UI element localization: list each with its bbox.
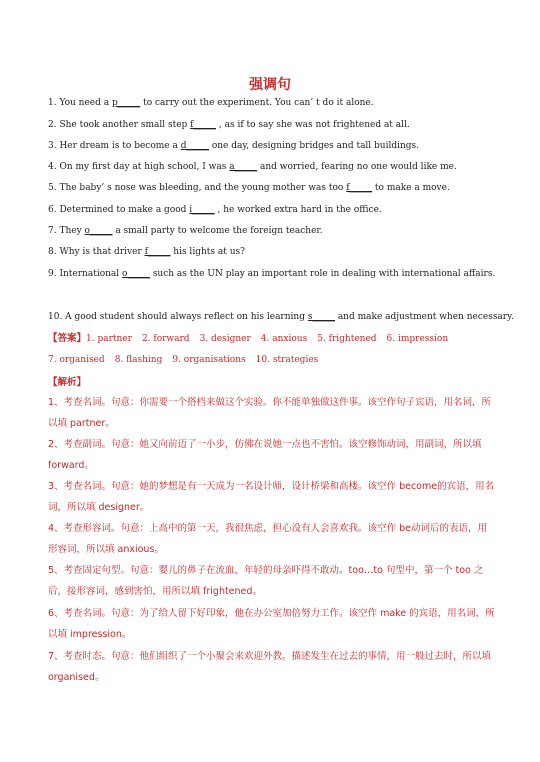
answer-item: 4. anxious [260, 334, 308, 344]
question-text: 2. She took another small step [48, 120, 191, 130]
answer-item: 9. organisations [172, 355, 246, 365]
question-text: 7. They [48, 226, 85, 236]
answer-item: 3. designer [199, 334, 251, 344]
question-text: 4. On my first day at high school, I was [48, 162, 230, 172]
question-1 [48, 93, 500, 114]
question-text: 10. A good student should always reflect on his learning [48, 312, 308, 322]
explanation-6: 6、考查名词。句意：为了给人留下好印象，他在办公室加倍努力工作。该空作 make 的宾语，用名词，所以填 impression。 [48, 608, 495, 640]
answer-blank: i_____ [189, 205, 215, 215]
question-text: 1. You need a [48, 98, 112, 108]
question-text: and worried, fearing no one would like me. [257, 162, 457, 172]
question-10 [48, 307, 514, 328]
answer-item: 6. impression [386, 334, 449, 344]
question-text: 8. Why is that driver [48, 247, 145, 257]
answer-blank: p_____ [111, 98, 141, 108]
answer-blank: f_____ [190, 120, 217, 130]
explanation-2: 2、考查副词。句意：她又向前迈了一小步，仿佛在说她一点也不害怕。该空修饰动词，用副词，所以填 forward。 [48, 439, 482, 471]
answer-blank: o_____ [84, 226, 113, 236]
answer-item: 8. flashing [114, 355, 163, 365]
answer-item: 10. strategies [255, 355, 319, 365]
question-text: such as the UN play an important role in dealing with international affairs. [149, 269, 496, 279]
question-4 [48, 157, 500, 178]
answer-blank: a_____ [229, 162, 258, 172]
question-text: one day, designing bridges and tall buildings. [208, 141, 420, 151]
question-2 [48, 115, 500, 136]
question-text: to carry out the experiment. You can’ t do it alone. [140, 98, 374, 108]
answer-tag: 【答案】 [48, 333, 87, 344]
question-6 [48, 200, 500, 221]
answer-key [48, 328, 500, 371]
question-text: , as if to say she was not frightened at all. [216, 120, 410, 130]
question-text: a small party to welcome the foreign teacher. [112, 226, 323, 236]
question-text: 6. Determined to make a good [48, 205, 190, 215]
question-text: 9. International [48, 269, 123, 279]
answer-blank: s_____ [307, 312, 335, 322]
question-3 [48, 136, 500, 157]
explanation-1: 1、考查名词。句意：你需要一个搭档来做这个实验。你不能单独做这件事。该空作句子宾语，用名词，所以填 partner。 [48, 397, 492, 429]
question-text: , he worked extra hard in the office. [214, 205, 382, 215]
question-text: and make adjustment when necessary. [334, 312, 514, 322]
answer-blank: d_____ [180, 141, 209, 151]
question-7 [48, 221, 500, 242]
question-text: 3. Her dream is to become a [48, 141, 181, 151]
answer-item: 1. partner [86, 334, 132, 344]
question-text: his lights at us? [170, 247, 245, 257]
question-8 [48, 242, 500, 263]
explanation-tag: 【解析】 [48, 377, 87, 388]
explanation-7: 7、考查时态。句意：他们组织了一个小聚会来欢迎外教。描述发生在过去的事情，用一般过去时，所以填 organised。 [48, 651, 492, 683]
question-text: 5. The baby’ s nose was bleeding, and the young mother was too [48, 183, 347, 193]
explanation-4: 4、考查形容词。句意：上高中的第一天，我很焦虑，担心没有人会喜欢我。该空作 be动词后的表语，用形容词，所以填 anxious。 [48, 523, 487, 555]
answer-item: 2. forward [141, 334, 190, 344]
answer-item: 7. organised [48, 355, 105, 365]
question-text: to make a move. [372, 183, 450, 193]
page-title: 强调句 [249, 77, 291, 93]
explanation-5: 5、考查固定句型。句意：婴儿的鼻子在流血，年轻的母亲吓得不敢动。too…to 句型中，第一个 too 之后，接形容词，感到害怕，用所以填 frightened。 [48, 565, 484, 597]
answer-blank: o_____ [122, 269, 150, 279]
answer-item: 5. frightened [317, 334, 377, 344]
question-9 [48, 264, 500, 285]
explanation-3: 3、考查名词。句意：她的梦想是有一天成为一名设计师，设计桥梁和高楼。该空作 become的宾语，用名词，所以填 designer。 [48, 481, 495, 513]
question-5 [48, 178, 500, 199]
answer-blank: f_____ [144, 247, 171, 257]
answer-blank: f_____ [346, 183, 373, 193]
